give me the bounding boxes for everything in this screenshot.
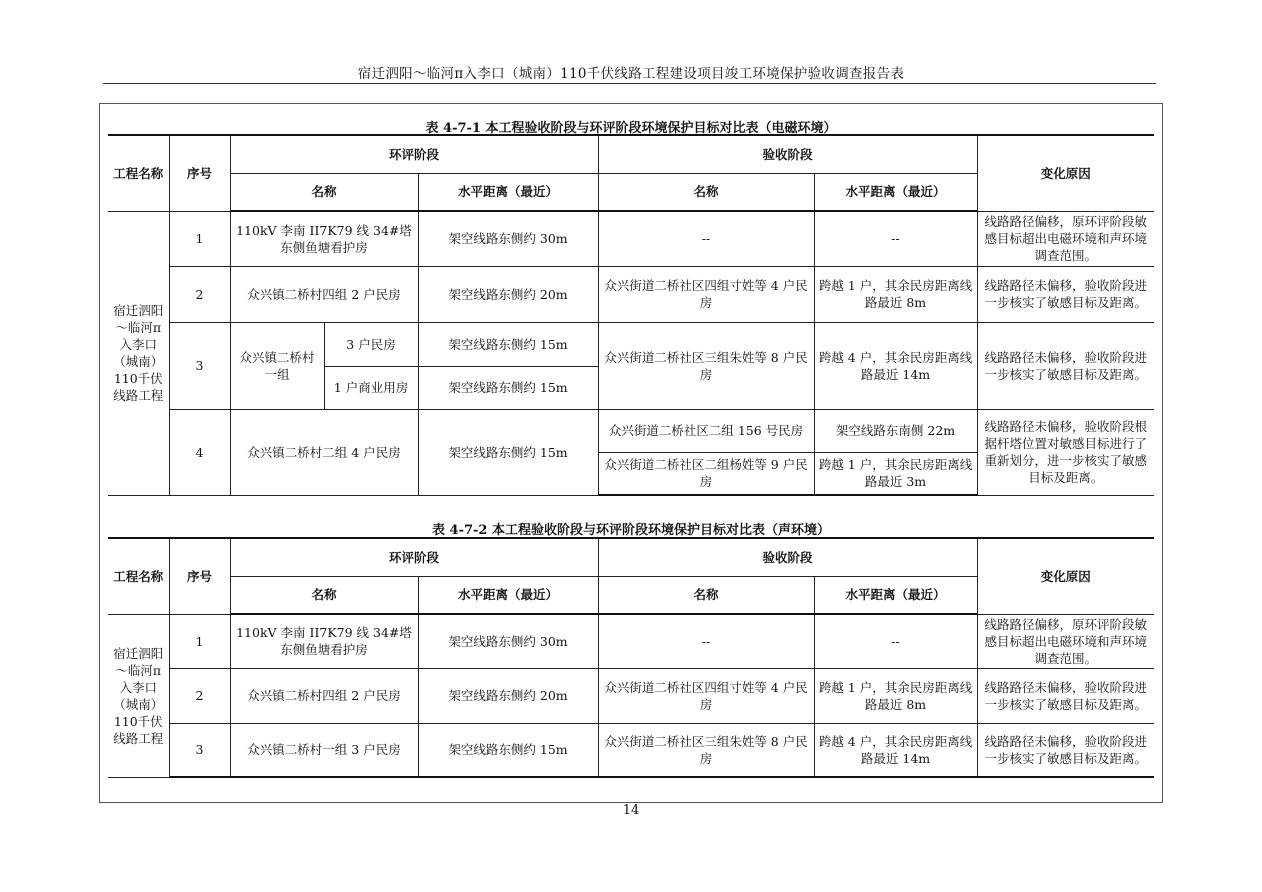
row-seq: 2 xyxy=(169,266,230,322)
acc-dist: 跨越 4 户，其余民房距离线路最近 14m xyxy=(814,723,977,777)
header-acc-name: 名称 xyxy=(598,576,814,614)
header-reason: 变化原因 xyxy=(977,538,1154,614)
row-seq: 1 xyxy=(169,211,230,266)
table-row xyxy=(108,211,1154,266)
eia-name: 众兴镇二桥村四组 2 户民房 xyxy=(230,668,418,723)
eia-dist: 架空线路东侧约 15m xyxy=(418,322,598,366)
acc-dist: 跨越 4 户，其余民房距离线路最近 14m xyxy=(814,322,977,409)
eia-dist: 架空线路东侧约 30m xyxy=(418,614,598,668)
acc-dist: 架空线路东南侧 22m xyxy=(814,409,977,452)
change-reason: 线路路径未偏移，验收阶段根据杆塔位置对敏感目标进行了重新划分，进一步核实了敏感目标及距离。 xyxy=(977,409,1154,495)
eia-subitem-name: 3 户民房 xyxy=(324,322,418,366)
acc-name: 众兴街道二桥社区二组 156 号民房 xyxy=(598,409,814,452)
header-eia-stage: 环评阶段 xyxy=(230,135,598,173)
eia-dist: 架空线路东侧约 15m xyxy=(418,366,598,409)
change-reason: 线路路径未偏移，验收阶段进一步核实了敏感目标及距离。 xyxy=(977,723,1154,777)
acc-name: 众兴街道二桥社区二组杨姓等 9 户民房 xyxy=(598,452,814,495)
row-seq: 3 xyxy=(169,322,230,409)
acc-name: -- xyxy=(598,211,814,266)
eia-name: 众兴镇二桥村二组 4 户民房 xyxy=(230,409,418,495)
row-seq: 3 xyxy=(169,723,230,777)
change-reason: 线路路径偏移，原环评阶段敏感目标超出电磁环境和声环境调查范围。 xyxy=(977,614,1154,668)
eia-group-name: 众兴镇二桥村一组 xyxy=(230,322,324,409)
header-seq: 序号 xyxy=(169,538,230,614)
table-row xyxy=(108,614,1154,668)
header-eia-dist: 水平距离（最近） xyxy=(418,576,598,614)
header-reason: 变化原因 xyxy=(977,135,1154,211)
table-row xyxy=(108,409,1154,452)
eia-subitem-name: 1 户商业用房 xyxy=(324,366,418,409)
project-name: 宿迁泗阳～临河π入李口（城南）110千伏线路工程 xyxy=(108,614,169,777)
acc-dist: 跨越 1 户，其余民房距离线路最近 3m xyxy=(814,452,977,495)
table-acoustic xyxy=(108,537,1154,778)
acc-dist: -- xyxy=(814,211,977,266)
header-acc-name: 名称 xyxy=(598,173,814,211)
header-eia-stage: 环评阶段 xyxy=(230,538,598,576)
eia-dist: 架空线路东侧约 15m xyxy=(418,409,598,495)
table1-caption: 表 4-7-1 本工程验收阶段与环评阶段环境保护目标对比表（电磁环境） xyxy=(425,121,837,136)
header-eia-name: 名称 xyxy=(230,173,418,211)
acc-dist: 跨越 1 户，其余民房距离线路最近 8m xyxy=(814,266,977,322)
header-acc-dist: 水平距离（最近） xyxy=(814,173,977,211)
acc-name: 众兴街道二桥社区三组朱姓等 8 户民房 xyxy=(598,322,814,409)
change-reason: 线路路径未偏移，验收阶段进一步核实了敏感目标及距离。 xyxy=(977,322,1154,409)
table-row xyxy=(108,668,1154,723)
header-acc-dist: 水平距离（最近） xyxy=(814,576,977,614)
eia-name: 110kV 李南 II7K79 线 34#塔东侧鱼塘看护房 xyxy=(230,211,418,266)
eia-name: 110kV 李南 II7K79 线 34#塔东侧鱼塘看护房 xyxy=(230,614,418,668)
table-row xyxy=(108,723,1154,777)
table2-caption: 表 4-7-2 本工程验收阶段与环评阶段环境保护目标对比表（声环境） xyxy=(432,523,830,538)
acc-name: 众兴街道二桥社区三组朱姓等 8 户民房 xyxy=(598,723,814,777)
eia-dist: 架空线路东侧约 20m xyxy=(418,668,598,723)
row-seq: 2 xyxy=(169,668,230,723)
acc-name: 众兴街道二桥社区四组寸姓等 4 户民房 xyxy=(598,668,814,723)
acc-name: -- xyxy=(598,614,814,668)
row-seq: 4 xyxy=(169,409,230,495)
header-rule xyxy=(103,83,1156,84)
header-eia-name: 名称 xyxy=(230,576,418,614)
eia-name: 众兴镇二桥村四组 2 户民房 xyxy=(230,266,418,322)
table-row xyxy=(108,322,1154,366)
acc-dist: -- xyxy=(814,614,977,668)
change-reason: 线路路径未偏移，验收阶段进一步核实了敏感目标及距离。 xyxy=(977,266,1154,322)
eia-dist: 架空线路东侧约 30m xyxy=(418,211,598,266)
eia-dist: 架空线路东侧约 20m xyxy=(418,266,598,322)
row-seq: 1 xyxy=(169,614,230,668)
change-reason: 线路路径偏移，原环评阶段敏感目标超出电磁环境和声环境调查范围。 xyxy=(977,211,1154,266)
header-project: 工程名称 xyxy=(108,135,169,211)
table-electromagnetic xyxy=(108,134,1154,496)
page-number: 14 xyxy=(622,803,640,818)
header-acc-stage: 验收阶段 xyxy=(598,538,977,576)
project-name: 宿迁泗阳～临河π入李口（城南）110千伏线路工程 xyxy=(108,211,169,495)
acc-dist: 跨越 1 户，其余民房距离线路最近 8m xyxy=(814,668,977,723)
header-acc-stage: 验收阶段 xyxy=(598,135,977,173)
header-seq: 序号 xyxy=(169,135,230,211)
acc-name: 众兴街道二桥社区四组寸姓等 4 户民房 xyxy=(598,266,814,322)
eia-dist: 架空线路东侧约 15m xyxy=(418,723,598,777)
eia-name: 众兴镇二桥村一组 3 户民房 xyxy=(230,723,418,777)
table-row xyxy=(108,266,1154,322)
header-project: 工程名称 xyxy=(108,538,169,614)
header-eia-dist: 水平距离（最近） xyxy=(418,173,598,211)
change-reason: 线路路径未偏移，验收阶段进一步核实了敏感目标及距离。 xyxy=(977,668,1154,723)
running-header: 宿迁泗阳～临河π入李口（城南）110千伏线路工程建设项目竣工环境保护验收调查报告表 xyxy=(357,66,905,82)
